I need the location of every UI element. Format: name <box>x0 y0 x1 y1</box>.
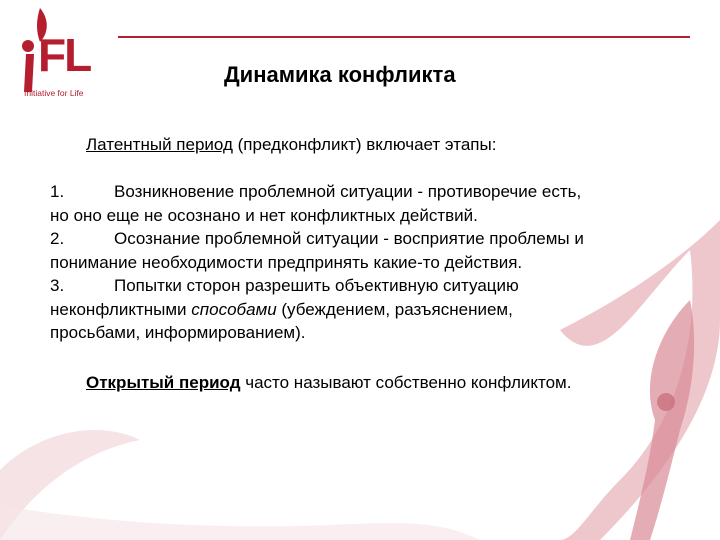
stage-1 <box>50 180 690 204</box>
open-term: Открытый период <box>86 373 241 392</box>
open-rest: часто называют собственно конфликтом. <box>240 373 572 392</box>
stage-1-line-2: но оно еще не осознано и нет конфликтных действий. <box>50 205 478 225</box>
stage-3-line-2-emphasis: способами <box>191 299 277 319</box>
stage-3-line-2 <box>50 298 690 322</box>
header-rule <box>118 36 690 38</box>
stage-3-number: 3. <box>50 276 65 295</box>
slide-title: Динамика конфликта <box>224 62 456 87</box>
stage-2-number: 2. <box>50 229 65 248</box>
stage-3 <box>50 274 690 298</box>
stage-3-line-1: Попытки сторон разрешить объективную ситуацию <box>114 276 519 295</box>
logo-tagline: Initiative for Life <box>24 88 84 98</box>
latent-qualifier: (предконфликт) <box>237 135 362 154</box>
stage-3-line-2-b: (убеждением, разъяснением, <box>276 299 513 319</box>
latent-period-paragraph <box>86 135 496 155</box>
stage-3-line-2-a: неконфликтными <box>50 299 192 319</box>
stage-2 <box>50 227 690 251</box>
stage-2-line-2: понимание необходимости предпринять какие-то действия. <box>50 252 523 272</box>
latent-rest: включает этапы: <box>361 135 497 154</box>
stage-2-line-1: Осознание проблемной ситуации - восприятие проблемы и <box>114 229 584 248</box>
logo-brand-text: FL <box>38 29 91 81</box>
stage-1-number: 1. <box>50 182 65 201</box>
stages-list <box>50 180 690 345</box>
stage-1-line-1: Возникновение проблемной ситуации - противоречие есть, <box>114 182 582 201</box>
decor-wave-bottom <box>0 505 480 540</box>
latent-term: Латентный период <box>86 135 233 154</box>
decor-figure-head <box>657 393 675 411</box>
stage-3-line-3: просьбами, информированием). <box>50 323 306 342</box>
open-period-paragraph <box>86 373 571 393</box>
